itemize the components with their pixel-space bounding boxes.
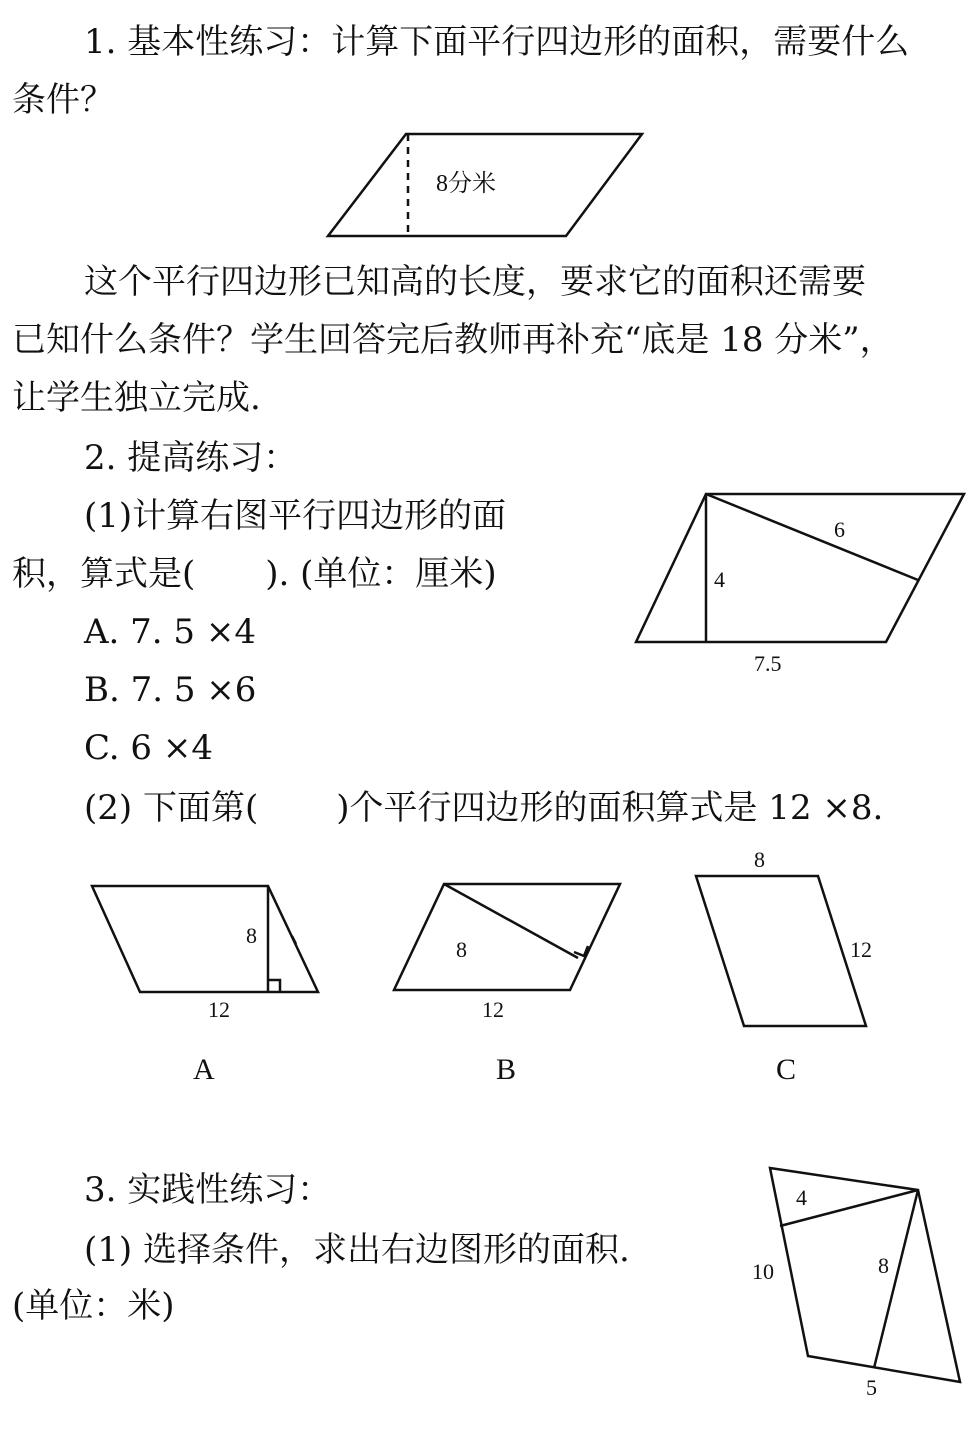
q1-para-line-2: 已知什么条件？学生回答完后教师再补充“底是 18 分米”， [12, 320, 894, 360]
q3-base-label: 5 [866, 1375, 877, 1400]
q3-unit: (单位：米) [12, 1286, 175, 1326]
figure-b-base-label: 12 [482, 997, 504, 1022]
q2-title: 2. 提高练习： [84, 438, 298, 478]
q2-sub1-line-1: (1)计算右图平行四边形的面 [84, 496, 507, 536]
q3-side-left-label: 10 [752, 1259, 774, 1284]
q1-height-label: 8分米 [436, 171, 496, 197]
q2-sub1-line-2: 积，算式是( ). (单位：厘米) [12, 554, 497, 594]
q2-fig1-height-label: 4 [714, 567, 725, 592]
figure-c [690, 870, 875, 1035]
q1-line-1: 1. 基本性练习：计算下面平行四边形的面积，需要什么 [84, 22, 910, 62]
q2-fig1-side-height-label: 6 [834, 517, 845, 542]
figure-b-caption: B [496, 1053, 517, 1086]
q1-para-line-3: 让学生独立完成. [12, 378, 261, 418]
option-b: B. 7. 5 ×6 [84, 670, 257, 710]
figure-b [388, 878, 628, 998]
q3-title: 3. 实践性练习： [84, 1170, 332, 1210]
option-c: C. 6 ×4 [84, 728, 213, 768]
figure-c-caption: C [776, 1053, 797, 1086]
q1-line-2: 条件？ [12, 80, 114, 120]
figure-a-caption: A [193, 1053, 215, 1086]
q1-para-line-1: 这个平行四边形已知高的长度，要求它的面积还需要 [84, 262, 866, 302]
figure-c-top-label: 8 [754, 847, 765, 872]
q3-sub1: (1) 选择条件，求出右边图形的面积. [84, 1230, 630, 1270]
figure-a [88, 880, 323, 1000]
q2-fig1-base-label: 7.5 [754, 651, 782, 676]
figure-a-height-label: 8 [246, 923, 257, 948]
option-a: A. 7. 5 ×4 [84, 612, 256, 652]
q2-parallelogram-figure [630, 490, 970, 650]
q3-height-right-label: 8 [878, 1253, 889, 1278]
q3-parallelogram-figure [764, 1162, 969, 1392]
figure-a-base-label: 12 [208, 997, 230, 1022]
q3-height-top-label: 4 [796, 1185, 807, 1210]
q2-sub2: (2) 下面第( )个平行四边形的面积算式是 12 ×8. [84, 788, 884, 828]
figure-c-side-label: 12 [850, 937, 872, 962]
figure-b-height-label: 8 [456, 937, 467, 962]
